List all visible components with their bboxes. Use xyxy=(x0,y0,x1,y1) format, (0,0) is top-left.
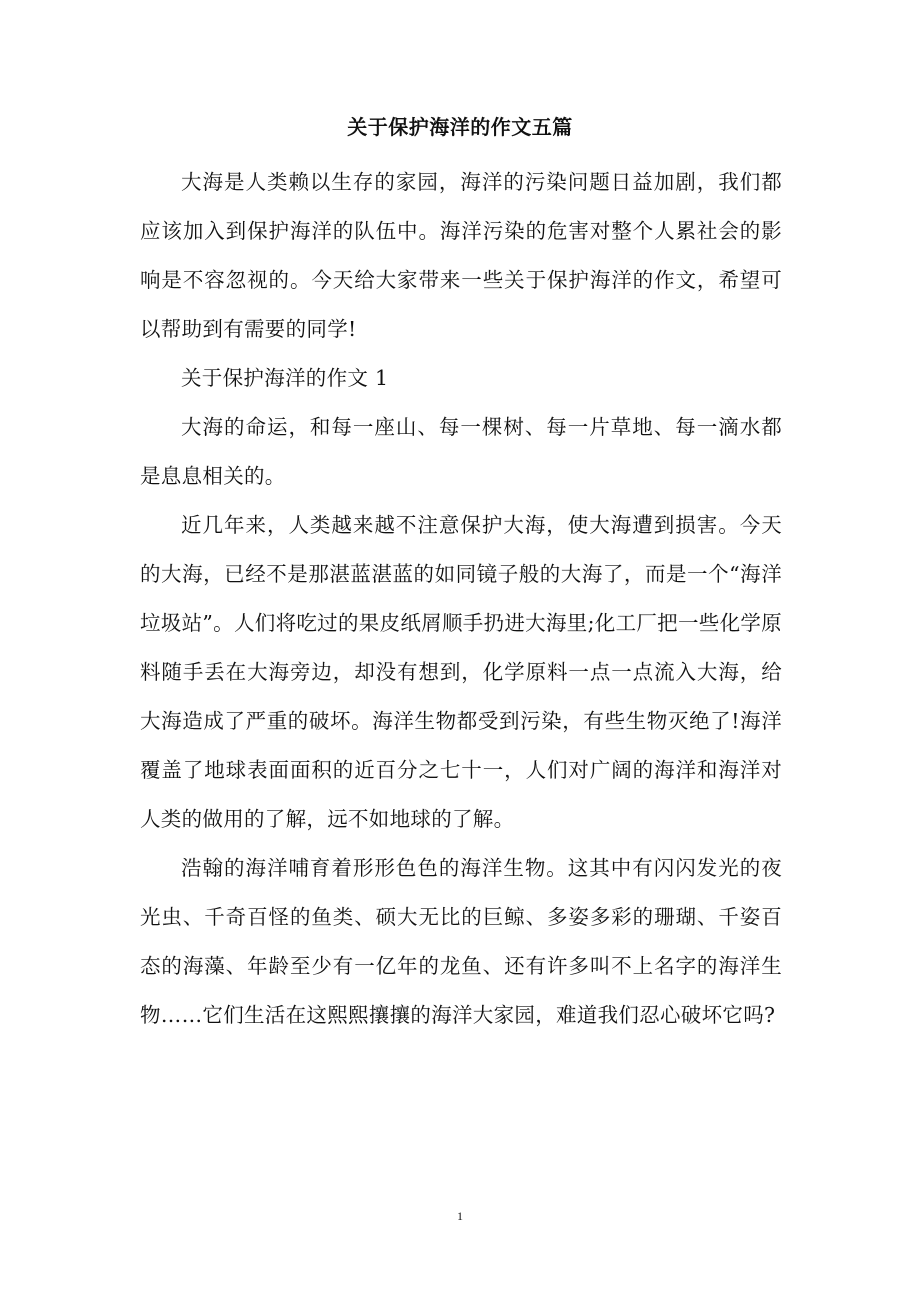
paragraph: 近几年来，人类越来越不注意保护大海，使大海遭到损害。今天的大海，已经不是那湛蓝湛蓝的如同镜子般的大海了，而是一个“海洋垃圾站”。人们将吃过的果皮纸屑顺手扔进大海里;化工厂把一些化学原料随手丢在大海旁边，却没有想到，化学原料一点一点流入大海，给大海造成了严重的破坏。海洋生物都受到污染，有些生物灭绝了!海洋覆盖了地球表面面积的近百分之七十一，人们对广阔的海洋和海洋对人类的做用的了解，远不如地球的了解。 xyxy=(140,513,782,831)
document-body xyxy=(140,158,782,1040)
paragraph: 大海的命运，和每一座山、每一棵树、每一片草地、每一滴水都是息息相关的。 xyxy=(140,415,782,488)
intro-paragraph: 大海是人类赖以生存的家园，海洋的污染问题日益加剧，我们都应该加入到保护海洋的队伍中。海洋污染的危害对整个人累社会的影响是不容忽视的。今天给大家带来一些关于保护海洋的作文，希望可以帮助到有需要的同学! xyxy=(140,170,782,341)
essay-heading: 关于保护海洋的作文 1 xyxy=(181,366,389,390)
document-title: 关于保护海洋的作文五篇 xyxy=(347,115,573,139)
page-number: 1 xyxy=(457,1209,463,1223)
paragraph: 浩翰的海洋哺育着形形色色的海洋生物。这其中有闪闪发光的夜光虫、千奇百怪的鱼类、硕大无比的巨鲸、多姿多彩的珊瑚、千姿百态的海藻、年龄至少有一亿年的龙鱼、还有许多叫不上名字的海洋生物……它们生活在这熙熙攘攘的海洋大家园，难道我们忍心破坏它吗? xyxy=(140,856,782,1027)
